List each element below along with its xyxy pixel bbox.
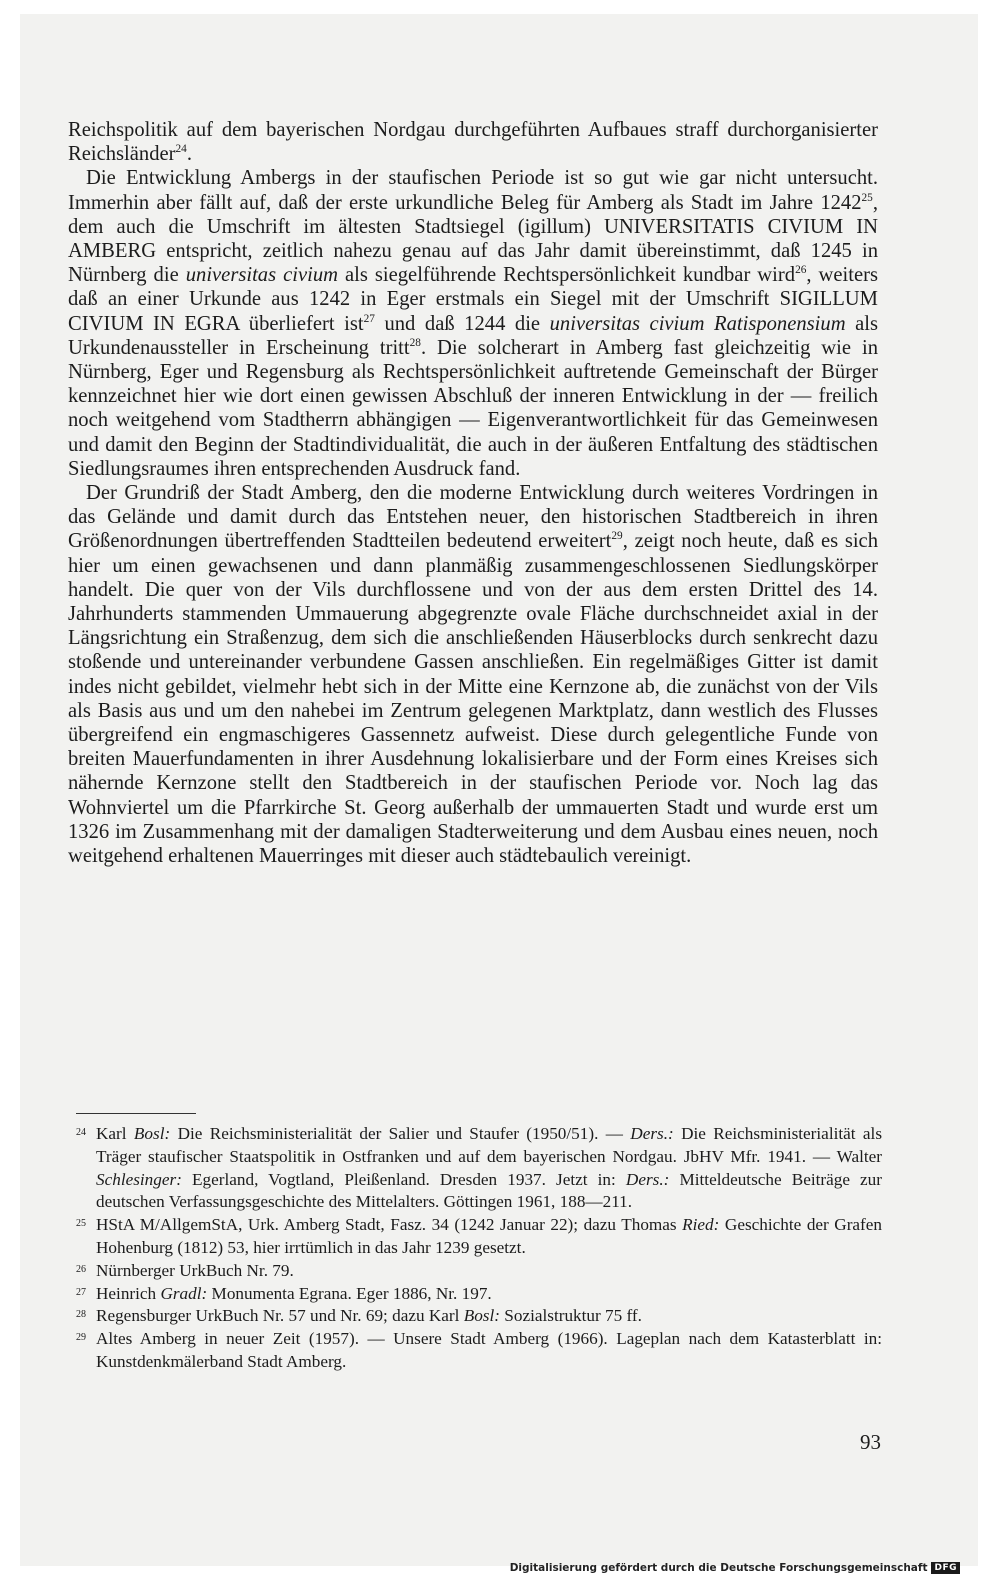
- text-run: Die Reichsministerialität als Träger staufischer Staatspolitik in Ostfranken und auf dem bayerischen Nordgau. JbHV Mfr. 1941. — Walter: [96, 1124, 883, 1166]
- italic-text: Gradl:: [160, 1283, 208, 1303]
- footnote-text: [96, 1305, 882, 1328]
- text-run: und daß 1244 die: [374, 312, 550, 335]
- italic-text: Schlesinger:: [96, 1169, 182, 1189]
- footnotes: [76, 1123, 882, 1374]
- main-text: [68, 118, 878, 868]
- italic-text: Bosl:: [463, 1306, 500, 1326]
- text-run: Geschichte der Grafen Hohenburg (1812) 53, hier irrtümlich in das Jahr 1239 gesetzt.: [96, 1215, 883, 1257]
- footnote: [76, 1214, 882, 1260]
- text-run: Altes Amberg in neuer Zeit (1957). — Unsere Stadt Amberg (1966). Lageplan nach dem Katasterblatt in: Kunstdenkmälerband Stadt Amberg.: [96, 1329, 882, 1371]
- text-run: Heinrich: [96, 1283, 161, 1303]
- page-number: 93: [860, 1430, 881, 1454]
- footnote-number: 27: [76, 1286, 86, 1298]
- footnote-ref: 27: [363, 312, 375, 325]
- footnote-ref: 28: [409, 336, 421, 349]
- footnote-text: [96, 1283, 882, 1306]
- text-run: Nürnberger UrkBuch Nr. 79.: [96, 1260, 294, 1280]
- text-run: . Die solcherart in Amberg fast gleichzeitig wie in Nürnberg, Eger und Regensburg als Rechtspersönlichkeit auftretende Gemeinschaft der Bürger kennzeichnet hier wie dort einen gewissen Abschluß der inneren Entwicklung in der — freilich noch weitgehend vom Stadtherrn abhängigen — Eigenverantwortlichkeit für das Gemeinwesen und damit den Beginn der Stadtindividualität, die auch in der äußeren Entfaltung des städtischen Siedlungsraumes ihren entsprechenden Ausdruck fand.: [68, 336, 878, 480]
- footnote: [76, 1123, 882, 1214]
- italic-text: Ders.:: [625, 1169, 670, 1189]
- footnote-ref: 25: [861, 191, 873, 204]
- text-run: Die Reichsministerialität der Salier und Staufer (1950/51). —: [170, 1124, 631, 1143]
- footnote-number: 26: [76, 1263, 86, 1275]
- text-run: Mitteldeutsche Beiträge zur deutschen Verfassungsgeschichte des Mittelalters. Göttingen 1961, 188—211.: [96, 1169, 882, 1212]
- footnote-number: 28: [76, 1309, 86, 1321]
- italic-text: Ried:: [682, 1215, 720, 1235]
- footnote: [76, 1305, 882, 1328]
- footnote-ref: 26: [795, 264, 807, 277]
- text-run: , weiters daß an einer Urkunde aus 1242 in Eger erstmals ein Siegel mit der Umschrift SIGILLUM CIVIUM IN EGRA überliefert ist: [68, 264, 879, 335]
- footnote-text: [96, 1123, 882, 1214]
- text-run: als Urkundenaussteller in Erscheinung tritt: [68, 312, 879, 359]
- footnote-text: [96, 1214, 882, 1260]
- text-run: , zeigt noch heute, daß es sich hier um einen gewachsenen und dann planmäßig zusammengeschlossenen Siedlungskörper handelt. Die quer von der Vils durchflossene und von der aus dem ersten Drittel des 14. Jahrhunderts stammenden Ummauerung abgegrenzte ovale Fläche durchschneidet axial in der Längsrichtung ein Straßenzug, dem sich die anschließenden Häuserblocks durch senkrecht dazu stoßende und untereinander verbundene Gassen anschließen. Ein regelmäßiges Gitter ist damit indes nicht gebildet, vielmehr hebt sich in der Mitte eine Kernzone ab, die zunächst von der Vils als Basis aus und um den nahebei im Zentrum gelegenen Marktplatz, dann westlich des Flusses übergreifend ein engmaschigeres Gassennetz aufweist. Diese durch gelegentliche Funde von breiten Mauerfundamenten in ihrer Ausdehnung lokalisierbare und der Form eines Kreises sich nähernde Kernzone stellt den Stadtbereich in der staufischen Periode vor. Noch lag das Wohnviertel um die Pfarrkirche St. Georg außerhalb der ummauerten Stadt und wurde erst um 1326 im Zusammenhang mit der damaligen Stadterweiterung und dem Ausbau eines neuen, noch weitgehend erhaltenen Mauerringes mit dieser auch städtebaulich vereinigt.: [68, 530, 878, 868]
- text-run: Reichspolitik auf dem bayerischen Nordgau durchgeführten Aufbaues straff durchorganisierter Reichsländer: [68, 119, 878, 166]
- paragraph: [68, 166, 878, 481]
- digitization-credit: [510, 1562, 960, 1574]
- footnote-number: 29: [76, 1332, 86, 1344]
- text-run: Egerland, Vogtland, Pleißenland. Dresden 1937. Jetzt in:: [181, 1169, 626, 1189]
- text-run: HStA M/AllgemStA, Urk. Amberg Stadt, Fasz. 34 (1242 Januar 22); dazu Thomas: [96, 1215, 683, 1235]
- footnote-divider: [76, 1113, 196, 1114]
- text-run: Monumenta Egrana. Eger 1886, Nr. 197.: [207, 1283, 492, 1303]
- footnote-ref: 29: [611, 530, 623, 543]
- italic-text: universitas civium Ratisponensium: [549, 312, 846, 335]
- paragraph: [68, 118, 878, 166]
- text-run: Karl: [96, 1124, 134, 1143]
- footnote-ref: 24: [175, 143, 187, 156]
- text-run: Regensburger UrkBuch Nr. 57 und Nr. 69; dazu Karl: [96, 1306, 464, 1326]
- text-run: , dem auch die Umschrift im ältesten Stadtsiegel (igillum) UNIVERSITATIS CIVIUM IN AMBERG entspricht, zeitlich nahezu genau auf das Jahr damit übereinstimmt, daß 1245 in Nürnberg die: [68, 191, 878, 287]
- text-run: Der Grundriß der Stadt Amberg, den die moderne Entwicklung durch weiteres Vordringen in das Gelände und damit durch das Entstehen neuer, den historischen Stadtbereich in ihren Größenordnungen übertreffenden Stadtteilen bedeutend erweitert: [68, 482, 878, 553]
- footnote: [76, 1328, 882, 1374]
- text-run: Sozialstruktur 75 ff.: [500, 1306, 642, 1326]
- text-run: .: [186, 143, 192, 166]
- dfg-logo-icon: DFG: [931, 1562, 960, 1574]
- footnote: [76, 1260, 882, 1283]
- credit-text: Digitalisierung gefördert durch die Deutsche Forschungsgemeinschaft: [509, 1562, 928, 1574]
- italic-text: Ders.:: [630, 1124, 674, 1143]
- text-run: Die Entwicklung Ambergs in der staufischen Periode ist so gut wie gar nicht untersucht. Immerhin aber fällt auf, daß der erste urkundliche Beleg für Amberg als Stadt im Jahre 1242: [68, 167, 878, 214]
- italic-text: Bosl:: [133, 1124, 171, 1143]
- footnote-number: 25: [76, 1218, 86, 1230]
- text-run: als siegelführende Rechtspersönlichkeit kundbar wird: [338, 264, 796, 287]
- footnote-text: [96, 1260, 882, 1283]
- paragraph: [68, 481, 878, 868]
- footnote: [76, 1283, 882, 1306]
- footnote-text: [96, 1328, 882, 1374]
- italic-text: universitas civium: [185, 264, 338, 287]
- footnote-number: 24: [76, 1127, 86, 1138]
